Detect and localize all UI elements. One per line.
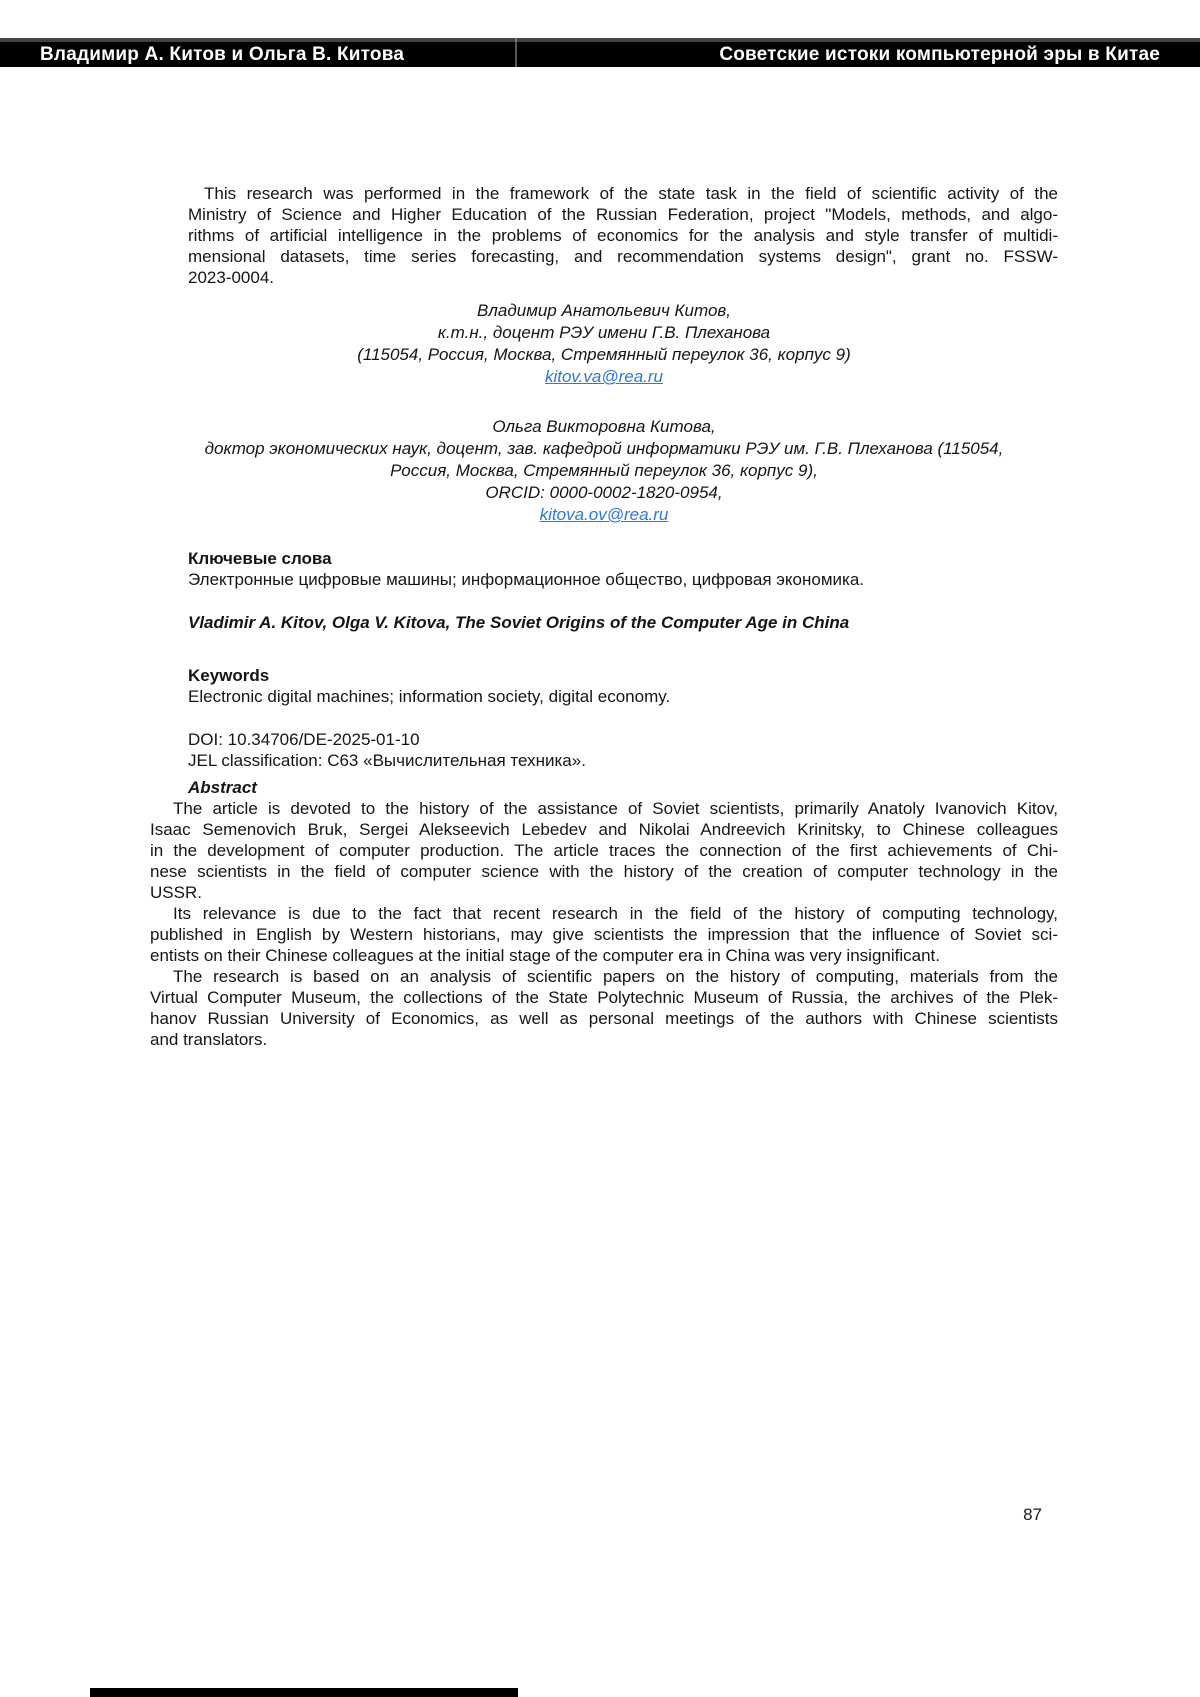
text-line: USSR. bbox=[150, 883, 202, 902]
abstract-paragraph bbox=[150, 903, 1058, 966]
keywords-ru-heading: Ключевые слова bbox=[188, 549, 332, 568]
text-line: hanov Russian University of Economics, as well as personal meetings of the authors with Chinese scientists bbox=[150, 1009, 1058, 1028]
author-2-orcid: ORCID: 0000-0002-1820-0954, bbox=[485, 483, 723, 502]
abstract-paragraph bbox=[150, 798, 1058, 903]
text-line: mensional datasets, time series forecasting, and recommendation systems design", grant no. FSSW- bbox=[188, 247, 1058, 266]
keywords-en-text: Electronic digital machines; information society, digital economy. bbox=[188, 687, 671, 706]
doi-line: DOI: 10.34706/DE-2025-01-10 bbox=[188, 730, 420, 749]
text-line: nese scientists in the field of computer science with the history of the creation of computer technology in the bbox=[150, 862, 1058, 881]
author-2-name: Ольга Викторовна Китова, bbox=[492, 417, 716, 436]
page-content bbox=[150, 183, 1058, 1050]
footer-bar bbox=[90, 1688, 518, 1697]
author-2-affiliation: доктор экономических наук, доцент, зав. кафедрой информатики РЭУ им. Г.В. Плеханова (115054, bbox=[204, 439, 1004, 458]
text-line: in the development of computer production. The article traces the connection of the first achievements of Chi- bbox=[150, 841, 1058, 860]
text-line: This research was performed in the framework of the state task in the field of scientific activity of the bbox=[204, 184, 1058, 203]
jel-line: JEL classification: C63 «Вычислительная техника». bbox=[188, 751, 586, 770]
text-line: The article is devoted to the history of the assistance of Soviet scientists, primarily Anatoly Ivanovich Kitov, bbox=[173, 799, 1058, 818]
text-line: Isaac Semenovich Bruk, Sergei Alekseevich Lebedev and Nikolai Andreevich Krinitsky, to Chinese colleagues bbox=[150, 820, 1058, 839]
english-title: Vladimir A. Kitov, Olga V. Kitova, The Soviet Origins of the Computer Age in China bbox=[188, 613, 850, 632]
text-line: The research is based on an analysis of scientific papers on the history of computing, materials from the bbox=[173, 967, 1058, 986]
text-line: entists on their Chinese colleagues at the initial stage of the computer era in China was very insignificant. bbox=[150, 946, 940, 965]
page-number: 87 bbox=[1023, 1505, 1042, 1524]
author-1-address: (115054, Россия, Москва, Стремянный переулок 36, корпус 9) bbox=[357, 345, 851, 364]
text-line: and translators. bbox=[150, 1030, 268, 1049]
running-header-title: Советские истоки компьютерной эры в Китае bbox=[719, 43, 1160, 65]
text-line: Ministry of Science and Higher Education of the Russian Federation, project "Models, methods, and algo- bbox=[188, 205, 1058, 224]
text-line: published in English by Western historians, may give scientists the impression that the influence of Soviet sci- bbox=[150, 925, 1058, 944]
keywords-en-heading: Keywords bbox=[188, 666, 270, 685]
abstract-heading: Abstract bbox=[188, 778, 257, 797]
author-1-affiliation: к.т.н., доцент РЭУ имени Г.В. Плеханова bbox=[437, 323, 771, 342]
running-header-authors: Владимир А. Китов и Ольга В. Китова bbox=[40, 43, 405, 65]
text-line: Virtual Computer Museum, the collections of the State Polytechnic Museum of Russia, the archives of the Plek- bbox=[150, 988, 1058, 1007]
author-2-email-link[interactable]: kitova.ov@rea.ru bbox=[539, 505, 669, 524]
text-line: 2023-0004. bbox=[188, 268, 275, 287]
abstract-paragraph bbox=[150, 966, 1058, 1050]
running-header bbox=[0, 38, 1200, 67]
header-divider bbox=[515, 38, 517, 67]
text-line: Its relevance is due to the fact that recent research in the field of the history of computing technology, bbox=[173, 904, 1058, 923]
text-line: rithms of artificial intelligence in the problems of economics for the analysis and style transfer of multidi- bbox=[188, 226, 1058, 245]
acknowledgment-paragraph bbox=[188, 183, 1058, 288]
author-block-2 bbox=[150, 416, 1058, 526]
keywords-ru-text: Электронные цифровые машины; информационное общество, цифровая экономика. bbox=[188, 570, 865, 589]
author-block-1 bbox=[150, 300, 1058, 388]
author-1-email-link[interactable]: kitov.va@rea.ru bbox=[544, 367, 664, 386]
author-2-address: Россия, Москва, Стремянный переулок 36, корпус 9), bbox=[390, 461, 818, 480]
author-1-name: Владимир Анатольевич Китов, bbox=[476, 301, 732, 320]
